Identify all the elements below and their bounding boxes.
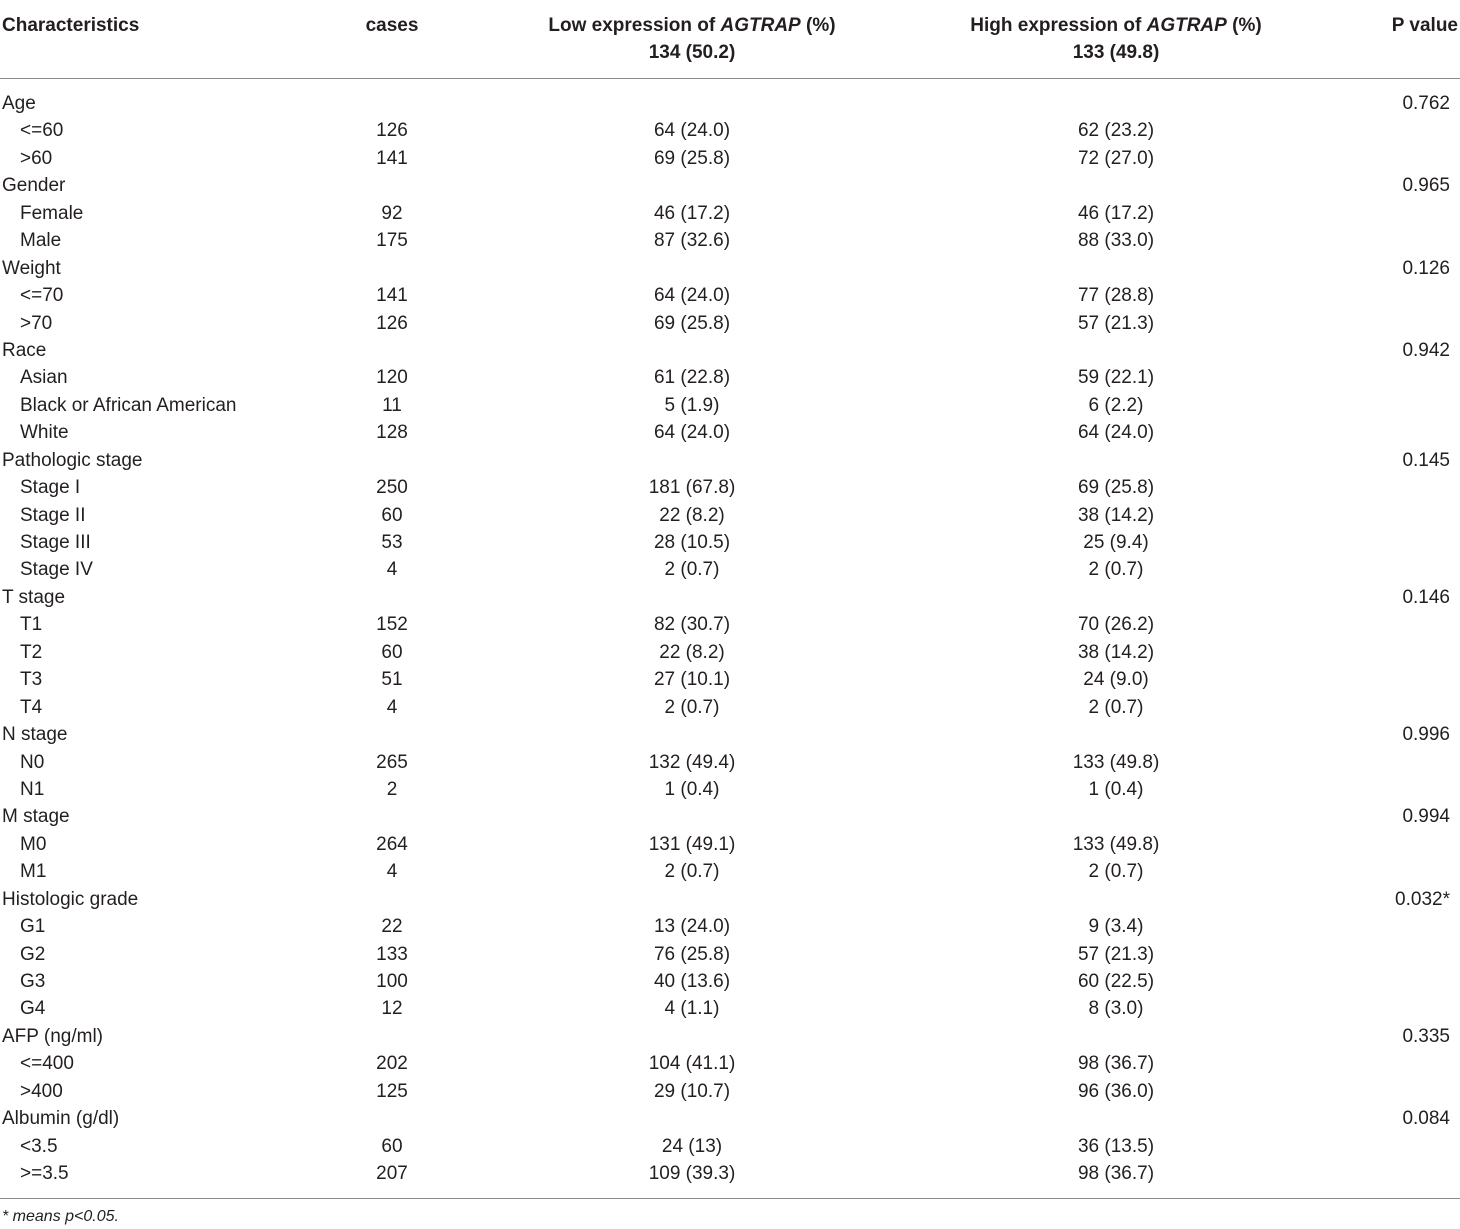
row-label: G4 — [20, 998, 46, 1020]
row-label: G3 — [20, 971, 46, 992]
low-expression-cell: 5 (1.9) — [664, 394, 720, 416]
row-label: N0 — [20, 751, 45, 773]
low-expression-cell: 24 (13) — [661, 1135, 723, 1157]
row-label: <3.5 — [20, 1135, 58, 1157]
low-expression-cell: 40 (13.6) — [653, 971, 731, 992]
table-row — [0, 1078, 1460, 1105]
group-row — [0, 1023, 1460, 1050]
table-row — [0, 282, 1460, 309]
row-label: Black or African American — [20, 394, 237, 416]
group-row — [0, 447, 1460, 474]
group-row — [0, 886, 1460, 913]
cases-cell: 12 — [381, 998, 403, 1020]
cases-cell: 22 — [381, 916, 403, 938]
low-expression-cell: 29 (10.7) — [653, 1080, 731, 1102]
table-row — [0, 117, 1460, 144]
row-label: Female — [20, 202, 84, 224]
row-label: Asian — [20, 367, 68, 389]
cases-cell: 202 — [376, 1053, 408, 1075]
low-expression-cell: 28 (10.5) — [653, 532, 731, 553]
header-high-prefix: High expression of — [970, 15, 1142, 36]
low-expression-cell: 46 (17.2) — [653, 202, 731, 224]
table-row — [0, 1160, 1460, 1187]
table-row — [0, 1050, 1460, 1077]
cases-cell: 126 — [376, 312, 408, 334]
high-expression-cell: 96 (36.0) — [1077, 1080, 1155, 1102]
header-rule — [0, 78, 1460, 79]
group-row — [0, 721, 1460, 748]
row-label: >400 — [20, 1080, 63, 1102]
table-row — [0, 776, 1460, 803]
row-label: <=400 — [20, 1053, 74, 1075]
table-row — [0, 639, 1460, 666]
row-label: T4 — [20, 696, 43, 718]
header-low-suffix: (%) — [806, 15, 836, 36]
cases-cell: 152 — [376, 614, 408, 636]
table-row — [0, 364, 1460, 391]
header-cases: cases — [365, 15, 419, 36]
low-expression-cell: 131 (49.1) — [648, 833, 736, 855]
group-label: Histologic grade — [2, 888, 139, 910]
table-row — [0, 556, 1460, 583]
table-row — [0, 200, 1460, 227]
cases-cell: 207 — [376, 1163, 408, 1185]
table-row — [0, 310, 1460, 337]
p-value: 0.942 — [1402, 339, 1450, 361]
row-label: >=3.5 — [20, 1163, 69, 1185]
group-label: Pathologic stage — [2, 449, 143, 471]
high-expression-cell: 57 (21.3) — [1077, 943, 1155, 965]
group-label: T stage — [2, 586, 66, 608]
header-high-suffix: (%) — [1232, 15, 1262, 36]
high-expression-cell: 9 (3.4) — [1088, 916, 1144, 938]
cases-cell: 100 — [376, 971, 408, 992]
cases-cell: 175 — [376, 230, 408, 252]
gene-name: AGTRAP — [720, 15, 801, 36]
cases-cell: 126 — [376, 120, 408, 142]
table-row — [0, 968, 1460, 995]
p-value: 0.335 — [1402, 1025, 1450, 1047]
high-expression-cell: 59 (22.1) — [1077, 367, 1155, 389]
p-value: 0.965 — [1402, 175, 1450, 197]
p-value: 0.146 — [1402, 586, 1450, 608]
group-row — [0, 172, 1460, 199]
header-low-prefix: Low expression of — [548, 15, 716, 36]
table-row — [0, 858, 1460, 885]
group-row — [0, 803, 1460, 830]
cases-cell: 92 — [381, 202, 403, 224]
table-row — [0, 145, 1460, 172]
low-expression-cell: 4 (1.1) — [664, 998, 720, 1020]
group-row — [0, 255, 1460, 282]
group-row — [0, 337, 1460, 364]
high-expression-cell: 98 (36.7) — [1077, 1163, 1155, 1185]
high-expression-cell: 133 (49.8) — [1072, 751, 1160, 773]
high-expression-cell: 46 (17.2) — [1077, 202, 1155, 224]
header-low-title — [492, 12, 892, 39]
cases-cell: 51 — [381, 669, 403, 691]
group-label: Race — [2, 339, 47, 361]
p-value: 0.996 — [1402, 724, 1450, 746]
group-row — [0, 584, 1460, 611]
low-expression-cell: 181 (67.8) — [648, 477, 736, 499]
row-label: T1 — [20, 614, 43, 636]
table-row — [0, 831, 1460, 858]
high-expression-cell: 62 (23.2) — [1077, 120, 1155, 142]
low-expression-cell: 2 (0.7) — [664, 559, 720, 581]
table-row — [0, 941, 1460, 968]
high-expression-cell: 2 (0.7) — [1088, 559, 1144, 581]
low-expression-cell: 64 (24.0) — [653, 120, 731, 142]
high-expression-cell: 38 (14.2) — [1077, 504, 1155, 526]
group-label: AFP (ng/ml) — [2, 1025, 104, 1047]
table-row — [0, 913, 1460, 940]
low-expression-total: 134 (50.2) — [648, 42, 736, 63]
cases-cell: 2 — [386, 778, 398, 800]
cases-cell: 141 — [376, 147, 408, 169]
high-expression-cell: 2 (0.7) — [1088, 861, 1144, 883]
low-expression-cell: 87 (32.6) — [653, 230, 731, 252]
low-expression-cell: 104 (41.1) — [648, 1053, 736, 1075]
header-characteristics: Characteristics — [2, 15, 140, 36]
cases-cell: 141 — [376, 285, 408, 307]
header-low-expression — [492, 12, 892, 66]
cases-cell: 4 — [386, 696, 398, 718]
high-expression-cell: 1 (0.4) — [1088, 778, 1144, 800]
row-label: <=60 — [20, 120, 64, 142]
cases-cell: 133 — [376, 943, 408, 965]
high-expression-cell: 57 (21.3) — [1077, 312, 1155, 334]
row-label: <=70 — [20, 285, 64, 307]
cases-cell: 264 — [376, 833, 408, 855]
high-expression-total: 133 (49.8) — [1072, 42, 1160, 63]
low-expression-cell: 64 (24.0) — [653, 422, 731, 444]
high-expression-cell: 25 (9.4) — [1083, 532, 1149, 553]
table-row — [0, 611, 1460, 638]
table-row — [0, 529, 1460, 556]
high-expression-cell: 60 (22.5) — [1077, 971, 1155, 992]
high-expression-cell: 8 (3.0) — [1088, 998, 1144, 1020]
cases-cell: 11 — [382, 394, 402, 416]
low-expression-cell: 76 (25.8) — [653, 943, 731, 965]
row-label: Stage I — [20, 477, 81, 499]
row-label: Male — [20, 230, 62, 252]
high-expression-cell: 77 (28.8) — [1077, 285, 1155, 307]
low-expression-cell: 61 (22.8) — [653, 367, 731, 389]
row-label: >70 — [20, 312, 53, 334]
low-expression-cell: 2 (0.7) — [664, 861, 720, 883]
low-expression-cell: 22 (8.2) — [659, 504, 725, 526]
low-expression-cell: 2 (0.7) — [664, 696, 720, 718]
header-high-title — [916, 12, 1316, 39]
low-expression-cell: 82 (30.7) — [653, 614, 731, 636]
cases-cell: 265 — [376, 751, 408, 773]
low-expression-cell: 69 (25.8) — [653, 147, 731, 169]
p-value: 0.994 — [1402, 806, 1450, 828]
group-label: N stage — [2, 724, 68, 746]
high-expression-cell: 88 (33.0) — [1077, 230, 1155, 252]
row-label: G1 — [20, 916, 46, 938]
low-expression-cell: 27 (10.1) — [653, 669, 731, 691]
group-label: Age — [2, 93, 36, 114]
low-expression-cell: 1 (0.4) — [664, 778, 720, 800]
row-label: Stage IV — [20, 559, 93, 581]
table-row — [0, 995, 1460, 1022]
low-expression-cell: 22 (8.2) — [659, 641, 725, 663]
gene-name: AGTRAP — [1146, 15, 1227, 36]
row-label: T3 — [20, 669, 43, 691]
table-row — [0, 419, 1460, 446]
high-expression-cell: 70 (26.2) — [1077, 614, 1155, 636]
group-label: Weight — [2, 257, 61, 279]
table-row — [0, 227, 1460, 254]
header-p-value: P value — [1391, 15, 1458, 36]
p-value: 0.084 — [1402, 1108, 1450, 1130]
table-header — [0, 12, 1460, 72]
high-expression-cell: 38 (14.2) — [1077, 641, 1155, 663]
high-expression-cell: 36 (13.5) — [1077, 1135, 1155, 1157]
cases-cell: 4 — [386, 861, 398, 883]
high-expression-cell: 69 (25.8) — [1077, 477, 1155, 499]
row-label: T2 — [20, 641, 43, 663]
cases-cell: 250 — [376, 477, 408, 499]
cases-cell: 4 — [386, 559, 398, 581]
table-row — [0, 392, 1460, 419]
group-label: Albumin (g/dl) — [2, 1108, 120, 1130]
group-label: Gender — [2, 175, 66, 197]
high-expression-cell: 24 (9.0) — [1083, 669, 1149, 691]
low-expression-cell: 109 (39.3) — [648, 1163, 736, 1185]
cases-cell: 60 — [381, 641, 403, 663]
table-row — [0, 749, 1460, 776]
table-row — [0, 666, 1460, 693]
high-expression-cell: 133 (49.8) — [1072, 833, 1160, 855]
row-label: M0 — [20, 833, 47, 855]
cases-cell: 60 — [381, 504, 403, 526]
group-row — [0, 1105, 1460, 1132]
high-expression-cell: 98 (36.7) — [1077, 1053, 1155, 1075]
group-row — [0, 90, 1460, 117]
row-label: N1 — [20, 778, 45, 800]
p-value: 0.762 — [1402, 93, 1450, 114]
table-body — [0, 90, 1460, 1188]
cases-cell: 60 — [381, 1135, 403, 1157]
footnote: * means p<0.05. — [2, 1208, 119, 1225]
group-label: M stage — [2, 806, 70, 828]
row-label: >60 — [20, 147, 53, 169]
row-label: M1 — [20, 861, 47, 883]
low-expression-cell: 13 (24.0) — [653, 916, 731, 938]
cases-cell: 125 — [376, 1080, 408, 1102]
cases-cell: 120 — [376, 367, 408, 389]
table-row — [0, 1133, 1460, 1160]
table-row — [0, 694, 1460, 721]
row-label: Stage III — [20, 532, 91, 553]
high-expression-cell: 64 (24.0) — [1077, 422, 1155, 444]
p-value: 0.145 — [1402, 449, 1450, 471]
row-label: Stage II — [20, 504, 86, 526]
table-row — [0, 502, 1460, 529]
table-row — [0, 474, 1460, 501]
high-expression-cell: 72 (27.0) — [1077, 147, 1155, 169]
p-value: 0.126 — [1402, 257, 1450, 279]
low-expression-cell: 132 (49.4) — [648, 751, 736, 773]
cases-cell: 53 — [381, 532, 403, 553]
row-label: G2 — [20, 943, 46, 965]
low-expression-cell: 64 (24.0) — [653, 285, 731, 307]
low-expression-cell: 69 (25.8) — [653, 312, 731, 334]
p-value: 0.032* — [1395, 888, 1450, 910]
cases-cell: 128 — [376, 422, 408, 444]
bottom-rule — [0, 1198, 1460, 1199]
row-label: White — [20, 422, 69, 444]
high-expression-cell: 2 (0.7) — [1088, 696, 1144, 718]
header-high-expression — [916, 12, 1316, 66]
high-expression-cell: 6 (2.2) — [1088, 394, 1144, 416]
